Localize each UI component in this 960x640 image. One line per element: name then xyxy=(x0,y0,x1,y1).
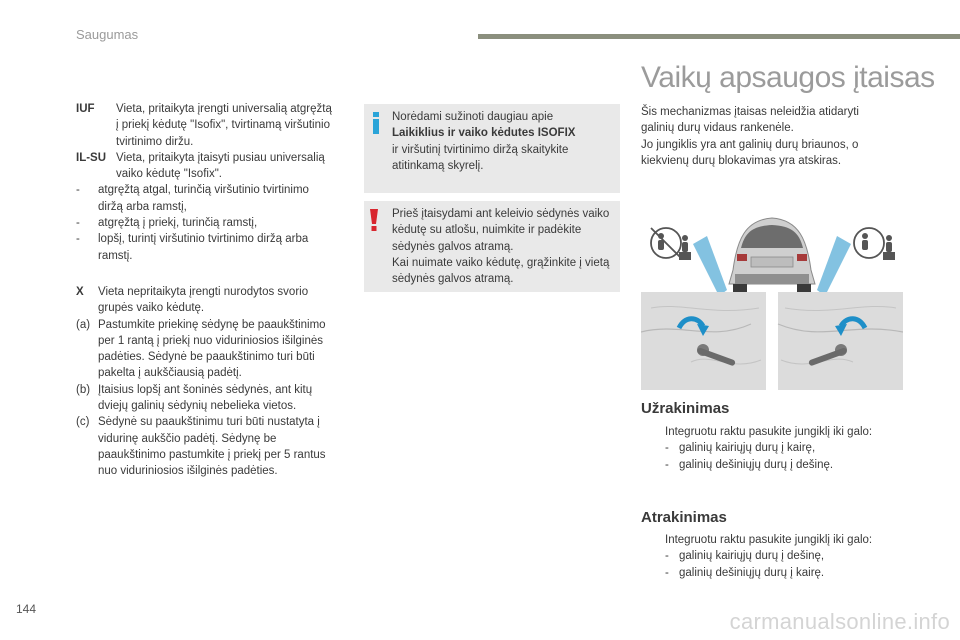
definition-iuf xyxy=(76,101,334,150)
info-line: ir viršutinį tvirtinimo diržą skaitykite atitinkamą skyrelį. xyxy=(392,143,569,172)
section-title: Saugumas xyxy=(76,27,139,42)
child-lock-icon xyxy=(651,228,691,260)
list-item xyxy=(76,182,334,215)
note-a xyxy=(76,317,334,382)
exclamation-icon xyxy=(368,209,380,231)
info-bold-reference: Laikiklius ir vaiko kėdutes ISOFIX xyxy=(392,127,576,140)
dash-marker: - xyxy=(665,566,669,579)
note-b xyxy=(76,382,334,415)
list-item-text: galinių kairiųjų durų į kairę, xyxy=(679,442,816,455)
child-lock-illustration xyxy=(641,212,903,390)
list-item-text: galinių kairiųjų durų į dešinę, xyxy=(679,550,825,563)
list-item-text: lopšį, turintį viršutinio tvirtinimo diržą arba ramstį. xyxy=(98,233,309,262)
info-box xyxy=(364,104,620,193)
warning-line: Kai nuimate vaiko kėdutę, grąžinkite į vietą sėdynės galvos atramą. xyxy=(392,256,610,286)
definition-term: X xyxy=(76,285,84,298)
dash-marker: - xyxy=(76,184,80,197)
definition-il-su xyxy=(76,150,334,183)
definition-term: IL-SU xyxy=(76,151,107,164)
bullet-marker xyxy=(641,424,665,440)
dash-marker: - xyxy=(665,458,669,471)
warning-text xyxy=(392,206,612,287)
page-number: 144 xyxy=(16,602,37,616)
lock-heading: Užrakinimas xyxy=(641,400,730,417)
list-item xyxy=(76,231,334,264)
list-item-text: atgręžtą į priekį, turinčią ramstį, xyxy=(98,217,258,230)
watermark: carmanualsonline.info xyxy=(729,609,950,634)
bullet-text: Integruotu raktu pasukite jungiklį iki galo: xyxy=(665,534,873,546)
list-item xyxy=(76,215,334,231)
definition-text: Vieta, pritaikyta įrengti universalią atgręžtą į priekį kėdutę "Isofix", tvirtinamą viršutinio tvirtinimo diržu. xyxy=(116,103,332,148)
note-text: Pastumkite priekinę sėdynę be paaukštinimo per 1 rantą į priekį nuo viduriniosios išilginės padėties. Sėdynė be paaukštinimo turi būti pakelta į aukščiausią padėtį. xyxy=(98,318,326,380)
left-door-panel xyxy=(641,292,766,390)
list-item-text: atgręžtą atgal, turinčią viršutinio tvirtinimo diržą arba ramstį, xyxy=(98,184,309,213)
dash-marker: - xyxy=(76,217,80,230)
intro-paragraph: Šis mechanizmas įtaisas neleidžia atidaryti galinių durų vidaus rankenėle. xyxy=(641,106,859,135)
dash-marker: - xyxy=(665,442,669,455)
warning-box xyxy=(364,201,620,292)
list-item xyxy=(641,565,911,581)
note-text: Įtaisius lopšį ant šoninės sėdynės, ant kitų dviejų galinių sėdynių nebelieka vietos. xyxy=(98,383,313,413)
page-title: Vaikų apsaugos įtaisas xyxy=(641,61,935,94)
note-term: (c) xyxy=(76,416,90,429)
intro-text xyxy=(641,104,891,169)
warning-line: Prieš įtaisydami ant keleivio sėdynės vaiko kėdutę su atlošu, nuimkite ir padėkite sėdynės galvos atramą. xyxy=(392,208,610,253)
intro-paragraph: Jo jungiklis yra ant galinių durų briaunos, o kiekvienų durų blokavimas yra atskiras. xyxy=(641,138,859,167)
left-column xyxy=(76,101,334,480)
unlock-heading: Atrakinimas xyxy=(641,509,727,526)
definition-term: IUF xyxy=(76,103,95,115)
bullet-text: Integruotu raktu pasukite jungiklį iki galo: xyxy=(665,426,873,438)
dash-marker: - xyxy=(665,550,669,563)
info-text xyxy=(392,109,612,174)
car-rear-view xyxy=(729,218,815,292)
list-item xyxy=(641,440,911,456)
lock-instructions xyxy=(641,424,911,473)
bullet-marker xyxy=(641,532,665,548)
info-line: Norėdami sužinoti daugiau apie xyxy=(392,111,554,123)
note-term: (a) xyxy=(76,318,91,331)
note-text: Sėdynė su paaukštinimu turi būti nustatyta į vidurinę aukščio padėtį. Sėdynę be paaukštinimo pastumkite į priekį per 5 rantus nuo viduriniosios išilginės padėties. xyxy=(98,416,326,478)
child-unlock-icon xyxy=(854,228,895,260)
list-item-text: galinių dešiniųjų durų į kairę. xyxy=(679,566,825,579)
lock-bullet xyxy=(641,424,911,440)
definition-text: Vieta nepritaikyta įrengti nurodytos svorio grupės vaiko kėdutę. xyxy=(98,285,309,315)
list-item xyxy=(641,457,911,473)
unlock-instructions xyxy=(641,532,911,581)
header-bar xyxy=(478,34,960,39)
dash-marker: - xyxy=(76,233,80,246)
note-c xyxy=(76,414,334,479)
info-icon xyxy=(372,112,380,134)
list-item-text: galinių dešiniųjų durų į dešinę. xyxy=(679,458,834,471)
list-item xyxy=(641,548,911,564)
definition-text: Vieta, pritaikyta įtaisyti pusiau universalią vaiko kėdutę "Isofix". xyxy=(116,151,325,181)
note-term: (b) xyxy=(76,383,91,396)
definition-x xyxy=(76,284,334,317)
unlock-bullet xyxy=(641,532,911,548)
right-door-panel xyxy=(778,292,903,390)
